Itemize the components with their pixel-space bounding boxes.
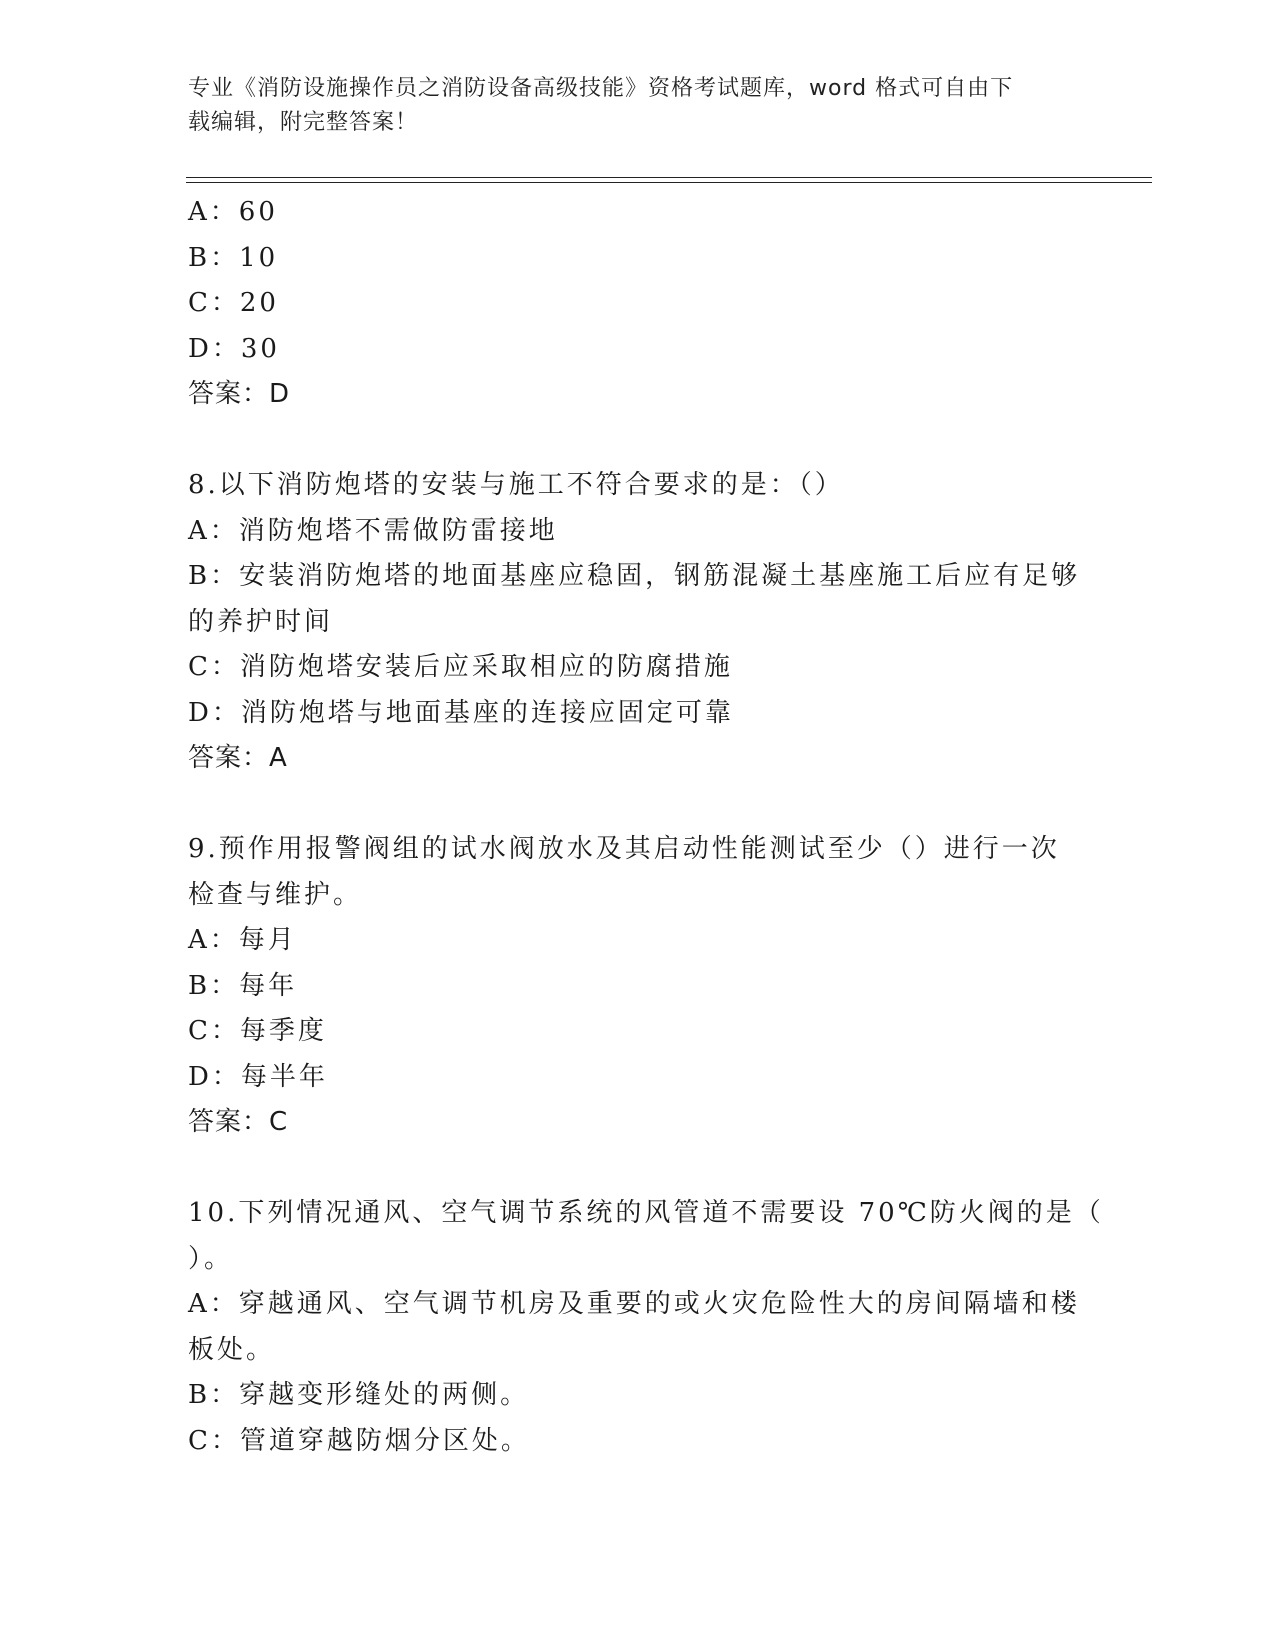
document-header [188,72,1068,140]
option-b: B：穿越变形缝处的两侧。 [188,1380,530,1410]
question-10 [188,1191,1104,1464]
question-text-continued: ）。 [188,1243,234,1274]
header-divider-top [186,177,1152,178]
option-c: C：消防炮塔安装后应采取相应的防腐措施 [188,652,733,682]
option-b: B：每年 [188,970,298,1001]
question-text: 9.预作用报警阀组的试水阀放水及其启动性能测试至少（）进行一次 [188,834,1060,864]
question-text: 8.以下消防炮塔的安装与施工不符合要求的是：（） [188,470,844,500]
answer-line: 答案：D [188,379,291,409]
header-divider-bottom [186,182,1152,183]
option-b-continued: 的养护时间 [188,606,334,637]
option-b: B：10 [188,242,279,273]
option-c: C：每季度 [188,1016,327,1046]
option-a: A：60 [188,197,278,227]
option-d: D：消防炮塔与地面基座的连接应固定可靠 [188,697,734,728]
option-c: C：管道穿越防烟分区处。 [188,1425,530,1456]
question-text-continued: 检查与维护。 [188,879,363,910]
header-line-2: 载编辑，附完整答案！ [188,110,419,135]
question-8 [188,463,1088,782]
option-a: A：每月 [188,925,297,955]
option-d: D：30 [188,333,280,364]
answer-line: 答案：C [188,1107,289,1137]
question-7 [188,190,1088,418]
option-c: C：20 [188,288,279,318]
option-a: A：消防炮塔不需做防雷接地 [188,515,558,546]
option-b: B：安装消防炮塔的地面基座应稳固，钢筋混凝土基座施工后应有足够 [188,561,1081,591]
question-text: 10.下列情况通风、空气调节系统的风管道不需要设 70℃防火阀的是（ [188,1198,1104,1228]
answer-line: 答案：A [188,743,288,773]
option-a: A：穿越通风、空气调节机房及重要的或火灾危险性大的房间隔墙和楼 [188,1289,1080,1319]
header-line-1: 专业《消防设施操作员之消防设备高级技能》资格考试题库，word 格式可自由下 [188,76,1014,101]
question-9 [188,827,1088,1146]
option-a-continued: 板处。 [188,1334,276,1365]
option-d: D：每半年 [188,1061,328,1092]
document-body [188,190,1104,1464]
